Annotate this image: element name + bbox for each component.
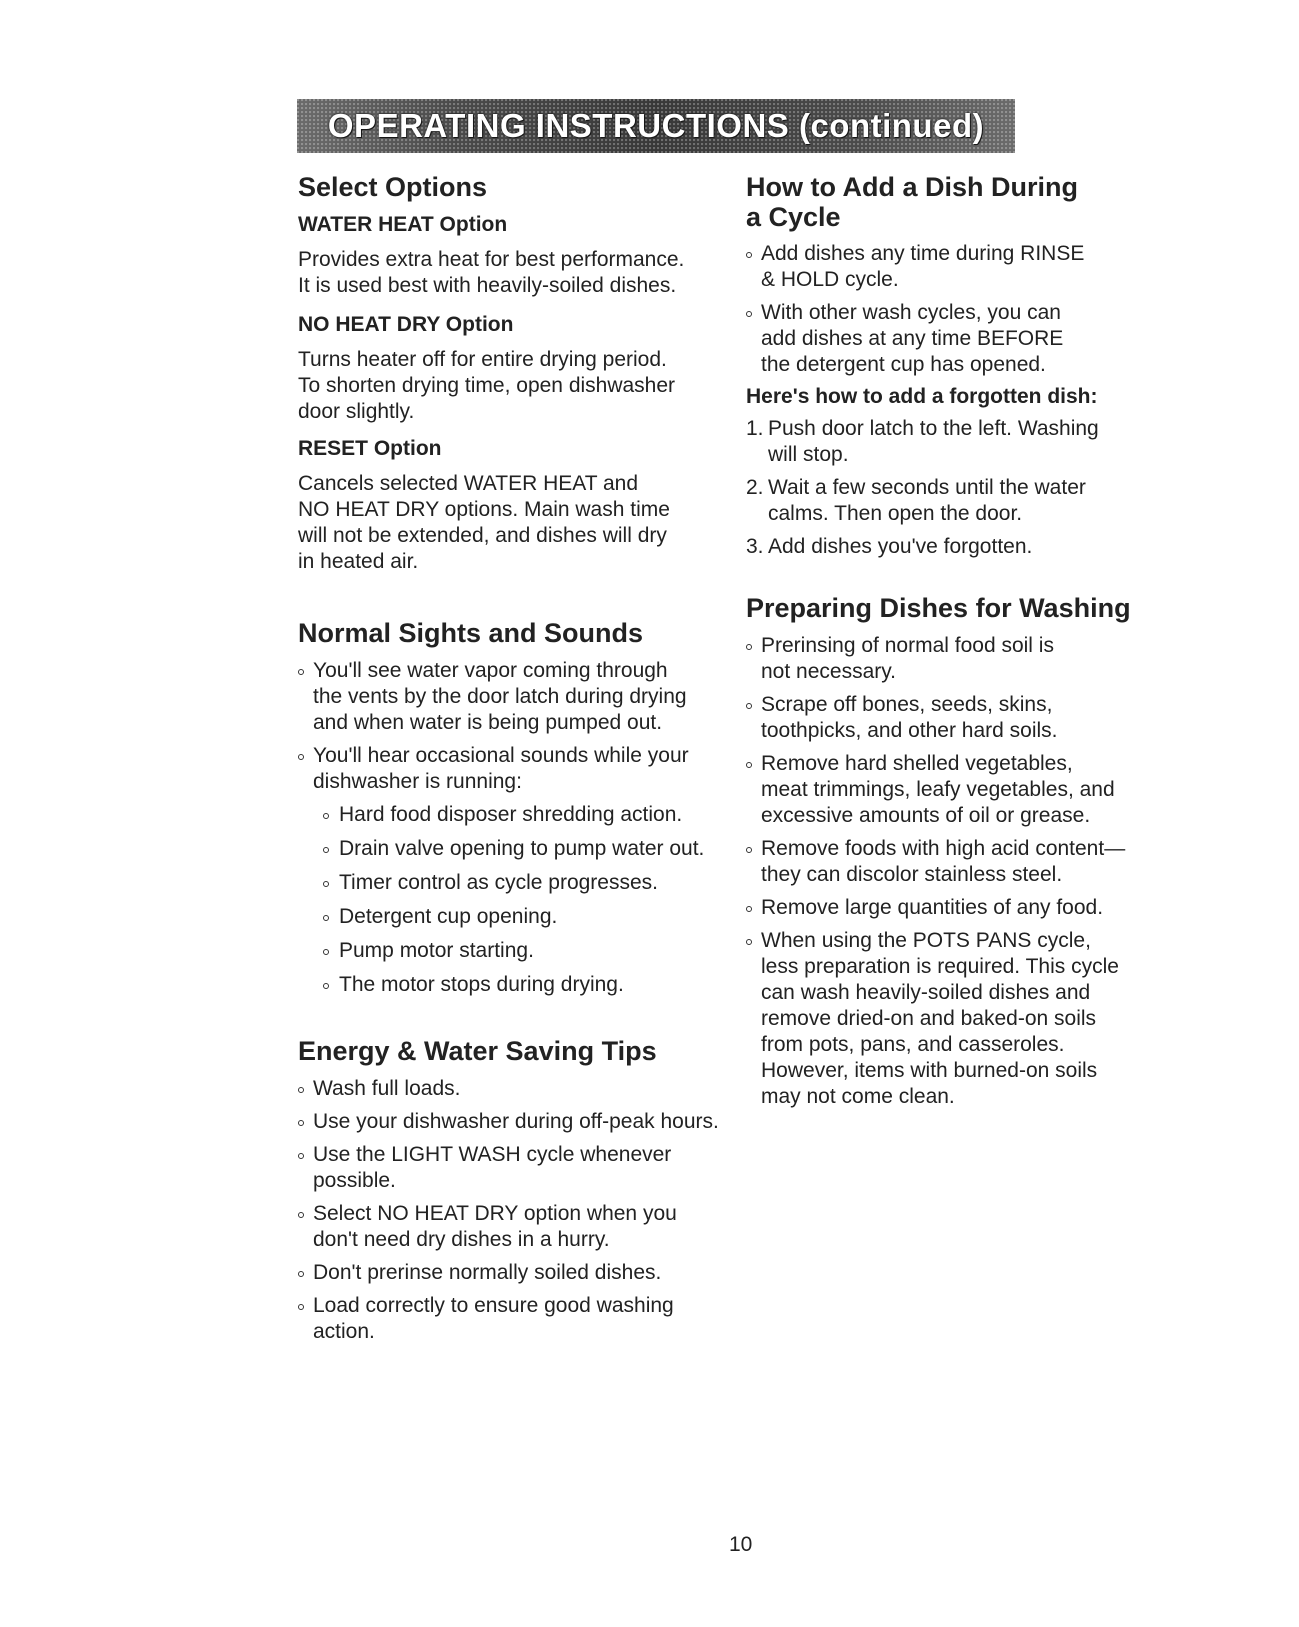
- add-dish-heading: How to Add a Dish During a Cycle: [746, 172, 1078, 232]
- normal-sights-list: [298, 658, 738, 998]
- preparing-heading: Preparing Dishes for Washing: [746, 593, 1131, 623]
- list-item: Use your dishwasher during off-peak hours.: [298, 1109, 738, 1135]
- water-heat-title: WATER HEAT Option: [298, 213, 508, 236]
- list-item: 2. Wait a few seconds until the water calms. Then open the door.: [746, 476, 1086, 525]
- no-heat-dry-title: NO HEAT DRY Option: [298, 313, 514, 336]
- select-options-heading: Select Options: [298, 172, 488, 202]
- list-item: Load correctly to ensure good washing action.: [298, 1293, 738, 1345]
- reset-title: RESET Option: [298, 437, 442, 460]
- list-item: Select NO HEAT DRY option when you don't need dry dishes in a hurry.: [298, 1201, 738, 1253]
- no-heat-dry-text: Turns heater off for entire drying period. To shorten drying time, open dishwasher door slightly.: [298, 348, 676, 423]
- section-banner: [297, 99, 1015, 153]
- forgotten-dish-subheading: Here's how to add a forgotten dish:: [746, 385, 1098, 408]
- list-item: Pump motor starting.: [298, 938, 738, 964]
- left-column: [298, 172, 738, 1352]
- list-item: Hard food disposer shredding action.: [298, 802, 738, 828]
- list-item: Don't prerinse normally soiled dishes.: [298, 1260, 738, 1286]
- right-column: [746, 172, 1186, 1117]
- forgotten-dish-steps: [746, 416, 1186, 560]
- list-item: Drain valve opening to pump water out.: [298, 836, 738, 862]
- preparing-list: [746, 633, 1186, 1110]
- list-item: Detergent cup opening.: [298, 904, 738, 930]
- energy-tips-heading: Energy & Water Saving Tips: [298, 1036, 657, 1066]
- list-item: Add dishes any time during RINSE & HOLD cycle.: [746, 241, 1186, 293]
- list-item: Timer control as cycle progresses.: [298, 870, 738, 896]
- banner-title: OPERATING INSTRUCTIONS (continued): [327, 107, 985, 144]
- list-item: When using the POTS PANS cycle, less preparation is required. This cycle can wash heavily-soiled dishes and remove dried-on and baked-on soils from pots, pans, and casseroles. However, items with burned-on soils may not come clean.: [746, 928, 1186, 1110]
- list-item: Scrape off bones, seeds, skins, toothpicks, and other hard soils.: [746, 692, 1186, 744]
- list-item: Remove large quantities of any food.: [746, 895, 1186, 921]
- list-item: 3. Add dishes you've forgotten.: [746, 535, 1033, 558]
- list-item: You'll hear occasional sounds while your dishwasher is running:: [298, 743, 738, 795]
- list-item: With other wash cycles, you can add dishes at any time BEFORE the detergent cup has opened.: [746, 300, 1186, 378]
- list-item: You'll see water vapor coming through the vents by the door latch during drying and when water is being pumped out.: [298, 658, 738, 736]
- normal-sights-heading: Normal Sights and Sounds: [298, 618, 644, 648]
- energy-tips-list: [298, 1076, 738, 1345]
- list-item: The motor stops during drying.: [298, 972, 738, 998]
- page-number: 10: [729, 1533, 753, 1556]
- list-item: Remove hard shelled vegetables, meat trimmings, leafy vegetables, and excessive amounts of oil or grease.: [746, 751, 1186, 829]
- list-item: 1. Push door latch to the left. Washing will stop.: [746, 417, 1099, 466]
- list-item: Remove foods with high acid content— they can discolor stainless steel.: [746, 836, 1186, 888]
- reset-text: Cancels selected WATER HEAT and NO HEAT DRY options. Main wash time will not be extended, and dishes will dry in heated air.: [298, 472, 670, 573]
- list-item: Use the LIGHT WASH cycle whenever possible.: [298, 1142, 738, 1194]
- list-item: Prerinsing of normal food soil is not necessary.: [746, 633, 1186, 685]
- add-dish-list: [746, 241, 1186, 378]
- list-item: Wash full loads.: [298, 1076, 738, 1102]
- water-heat-text: Provides extra heat for best performance. It is used best with heavily-soiled dishes.: [298, 248, 685, 297]
